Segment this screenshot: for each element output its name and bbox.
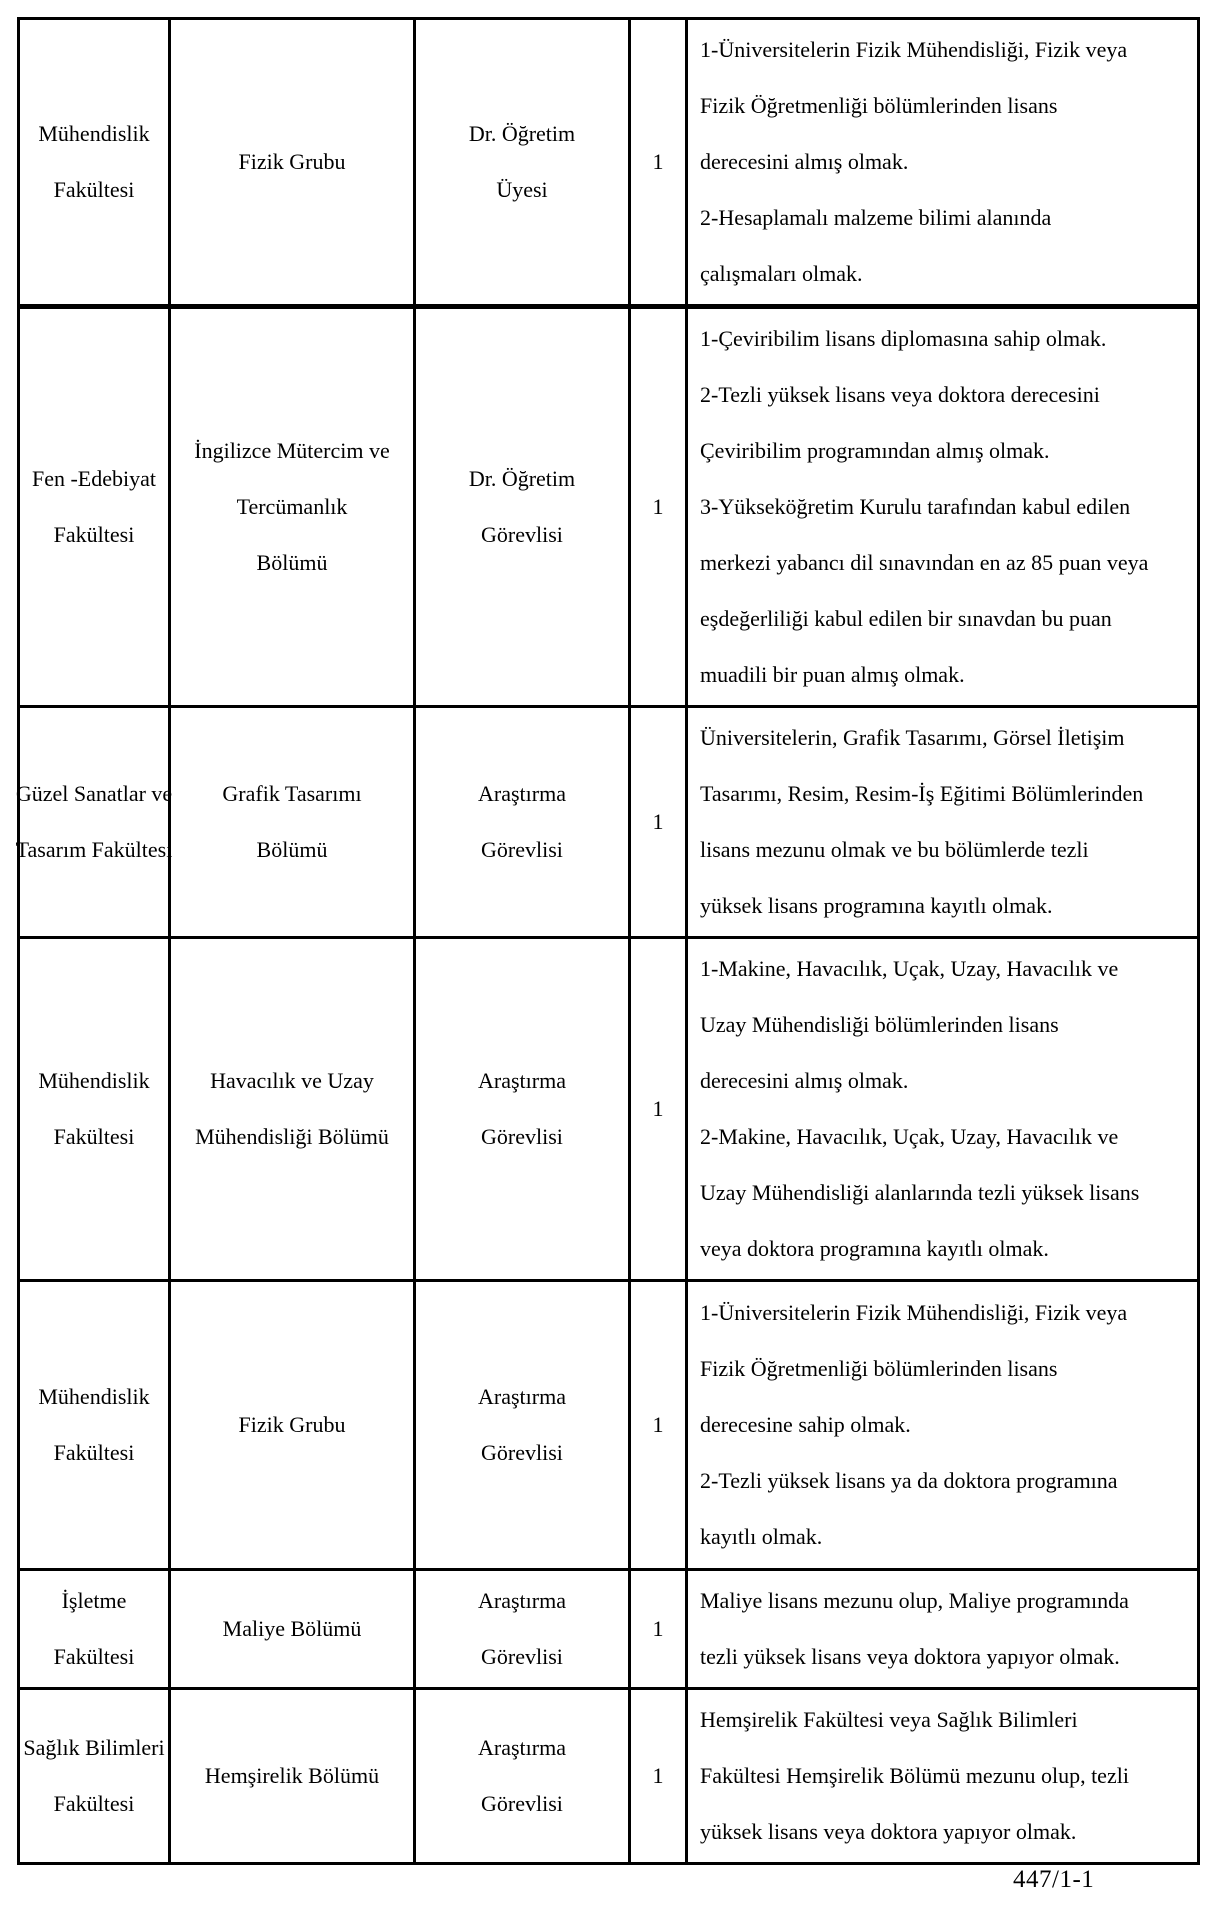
requirements-line: derecesine sahip olmak. xyxy=(700,1412,911,1437)
requirements-line: muadili bir puan almış olmak. xyxy=(700,662,965,687)
table-row xyxy=(20,1690,1200,1865)
faculty-cell xyxy=(20,1690,171,1862)
faculty-line: Sağlık Bilimleri xyxy=(23,1735,165,1760)
table-row xyxy=(20,1282,1200,1571)
title-cell xyxy=(416,708,631,936)
requirements-line: 2-Makine, Havacılık, Uçak, Uzay, Havacılık ve xyxy=(700,1124,1119,1149)
requirements-line: Fizik Öğretmenliği bölümlerinden lisans xyxy=(700,1356,1058,1381)
title-line: Görevlisi xyxy=(481,522,563,547)
department-line: Bölümü xyxy=(256,550,328,575)
requirements-cell xyxy=(688,1282,1200,1568)
faculty-cell xyxy=(20,1571,171,1687)
faculty-cell xyxy=(20,20,171,304)
faculty-cell xyxy=(20,939,171,1279)
faculty-line: Mühendislik xyxy=(38,1384,150,1409)
requirements-line: kayıtlı olmak. xyxy=(700,1524,823,1549)
requirements-line: Maliye lisans mezunu olup, Maliye programında xyxy=(700,1588,1129,1613)
faculty-line: Fakültesi xyxy=(53,1124,135,1149)
title-line: Dr. Öğretim xyxy=(468,121,576,146)
requirements-line: derecesini almış olmak. xyxy=(700,149,909,174)
department-cell xyxy=(171,1690,416,1862)
page-reference-code: 447/1-1 xyxy=(1013,1866,1095,1893)
faculty-line: Fakültesi xyxy=(53,1791,135,1816)
faculty-line: Mühendislik xyxy=(38,1068,150,1093)
faculty-cell xyxy=(20,1282,171,1568)
requirements-cell xyxy=(688,309,1200,705)
faculty-line: Güzel Sanatlar ve xyxy=(15,781,173,806)
title-line: Görevlisi xyxy=(481,1440,563,1465)
title-cell xyxy=(416,309,631,705)
count-cell: 1 xyxy=(631,1282,688,1568)
requirements-line: çalışmaları olmak. xyxy=(700,261,863,286)
department-line: Fizik Grubu xyxy=(238,149,346,174)
requirements-line: Fakültesi Hemşirelik Bölümü mezunu olup, tezli xyxy=(700,1763,1129,1788)
requirements-line: tezli yüksek lisans veya doktora yapıyor olmak. xyxy=(700,1644,1120,1669)
title-cell xyxy=(416,1571,631,1687)
requirements-cell xyxy=(688,1571,1200,1687)
table-row xyxy=(15,708,1200,939)
title-line: Dr. Öğretim xyxy=(468,466,576,491)
department-cell xyxy=(171,1571,416,1687)
faculty-cell xyxy=(20,309,171,705)
faculty-line: İşletme xyxy=(61,1588,127,1613)
department-line: Bölümü xyxy=(256,837,328,862)
department-line: Hemşirelik Bölümü xyxy=(204,1763,380,1788)
requirements-cell xyxy=(688,1690,1200,1862)
title-cell xyxy=(416,1690,631,1862)
table-row xyxy=(20,20,1200,309)
department-cell xyxy=(171,939,416,1279)
title-line: Araştırma xyxy=(478,1588,566,1613)
requirements-cell xyxy=(688,708,1200,936)
title-line: Görevlisi xyxy=(481,837,563,862)
requirements-line: Çeviribilim programından almış olmak. xyxy=(700,438,1050,463)
requirements-line: veya doktora programına kayıtlı olmak. xyxy=(700,1236,1049,1261)
requirements-line: Fizik Öğretmenliği bölümlerinden lisans xyxy=(700,93,1058,118)
requirements-cell xyxy=(688,20,1200,304)
requirements-line: yüksek lisans programına kayıtlı olmak. xyxy=(700,893,1053,918)
requirements-line: 1-Çeviribilim lisans diplomasına sahip olmak. xyxy=(700,326,1107,351)
requirements-line: 1-Makine, Havacılık, Uçak, Uzay, Havacılık ve xyxy=(700,956,1119,981)
requirements-line: Üniversitelerin, Grafik Tasarımı, Görsel İletişim xyxy=(700,725,1125,750)
requirements-line: derecesini almış olmak. xyxy=(700,1068,909,1093)
department-line: Fizik Grubu xyxy=(238,1412,346,1437)
table-row xyxy=(20,1571,1200,1690)
faculty-line: Fakültesi xyxy=(53,177,135,202)
faculty-cell xyxy=(15,708,173,936)
count-cell: 1 xyxy=(631,1571,688,1687)
requirements-line: Hemşirelik Fakültesi veya Sağlık Bilimleri xyxy=(700,1707,1078,1732)
faculty-line: Fakültesi xyxy=(53,1644,135,1669)
count-cell: 1 xyxy=(631,309,688,705)
title-line: Üyesi xyxy=(496,177,548,202)
department-cell xyxy=(171,1282,416,1568)
requirements-line: 2-Tezli yüksek lisans ya da doktora programına xyxy=(700,1468,1118,1493)
title-line: Araştırma xyxy=(478,1068,566,1093)
requirements-line: Tasarımı, Resim, Resim-İş Eğitimi Bölümlerinden xyxy=(700,781,1144,806)
faculty-line: Fakültesi xyxy=(53,522,135,547)
requirements-line: 3-Yükseköğretim Kurulu tarafından kabul edilen xyxy=(700,494,1131,519)
department-line: Maliye Bölümü xyxy=(222,1616,362,1641)
table-row xyxy=(20,939,1200,1282)
department-cell xyxy=(171,708,416,936)
requirements-cell xyxy=(688,939,1200,1279)
count-cell: 1 xyxy=(631,939,688,1279)
faculty-line: Fen -Edebiyat xyxy=(31,466,157,491)
job-table xyxy=(17,17,1200,1865)
department-line: Havacılık ve Uzay xyxy=(210,1068,374,1093)
requirements-line: Uzay Mühendisliği bölümlerinden lisans xyxy=(700,1012,1059,1037)
table-row xyxy=(20,309,1200,708)
title-line: Görevlisi xyxy=(481,1791,563,1816)
title-cell xyxy=(416,20,631,304)
faculty-line: Tasarım Fakültesi xyxy=(15,837,173,862)
faculty-line: Fakültesi xyxy=(53,1440,135,1465)
department-cell xyxy=(171,309,416,705)
count-cell: 1 xyxy=(631,1690,688,1862)
requirements-line: merkezi yabancı dil sınavından en az 85 puan veya xyxy=(700,550,1149,575)
title-line: Araştırma xyxy=(478,1735,566,1760)
requirements-line: eşdeğerliliği kabul edilen bir sınavdan bu puan xyxy=(700,606,1112,631)
title-cell xyxy=(416,1282,631,1568)
title-line: Araştırma xyxy=(478,1384,566,1409)
department-cell xyxy=(171,20,416,304)
requirements-line: 2-Tezli yüksek lisans veya doktora derecesini xyxy=(700,382,1100,407)
requirements-line: yüksek lisans veya doktora yapıyor olmak. xyxy=(700,1819,1077,1844)
department-line: Mühendisliği Bölümü xyxy=(195,1124,389,1149)
title-cell xyxy=(416,939,631,1279)
requirements-line: Uzay Mühendisliği alanlarında tezli yüksek lisans xyxy=(700,1180,1140,1205)
title-line: Araştırma xyxy=(478,781,566,806)
department-line: Grafik Tasarımı xyxy=(222,781,362,806)
requirements-line: lisans mezunu olmak ve bu bölümlerde tezli xyxy=(700,837,1089,862)
department-line: İngilizce Mütercim ve xyxy=(194,438,390,463)
count-cell: 1 xyxy=(631,20,688,304)
department-line: Tercümanlık xyxy=(236,494,348,519)
requirements-line: 1-Üniversitelerin Fizik Mühendisliği, Fizik veya xyxy=(700,37,1128,62)
title-line: Görevlisi xyxy=(481,1124,563,1149)
count-cell: 1 xyxy=(631,708,688,936)
faculty-line: Mühendislik xyxy=(38,121,150,146)
title-line: Görevlisi xyxy=(481,1644,563,1669)
requirements-line: 1-Üniversitelerin Fizik Mühendisliği, Fizik veya xyxy=(700,1300,1128,1325)
requirements-line: 2-Hesaplamalı malzeme bilimi alanında xyxy=(700,205,1052,230)
